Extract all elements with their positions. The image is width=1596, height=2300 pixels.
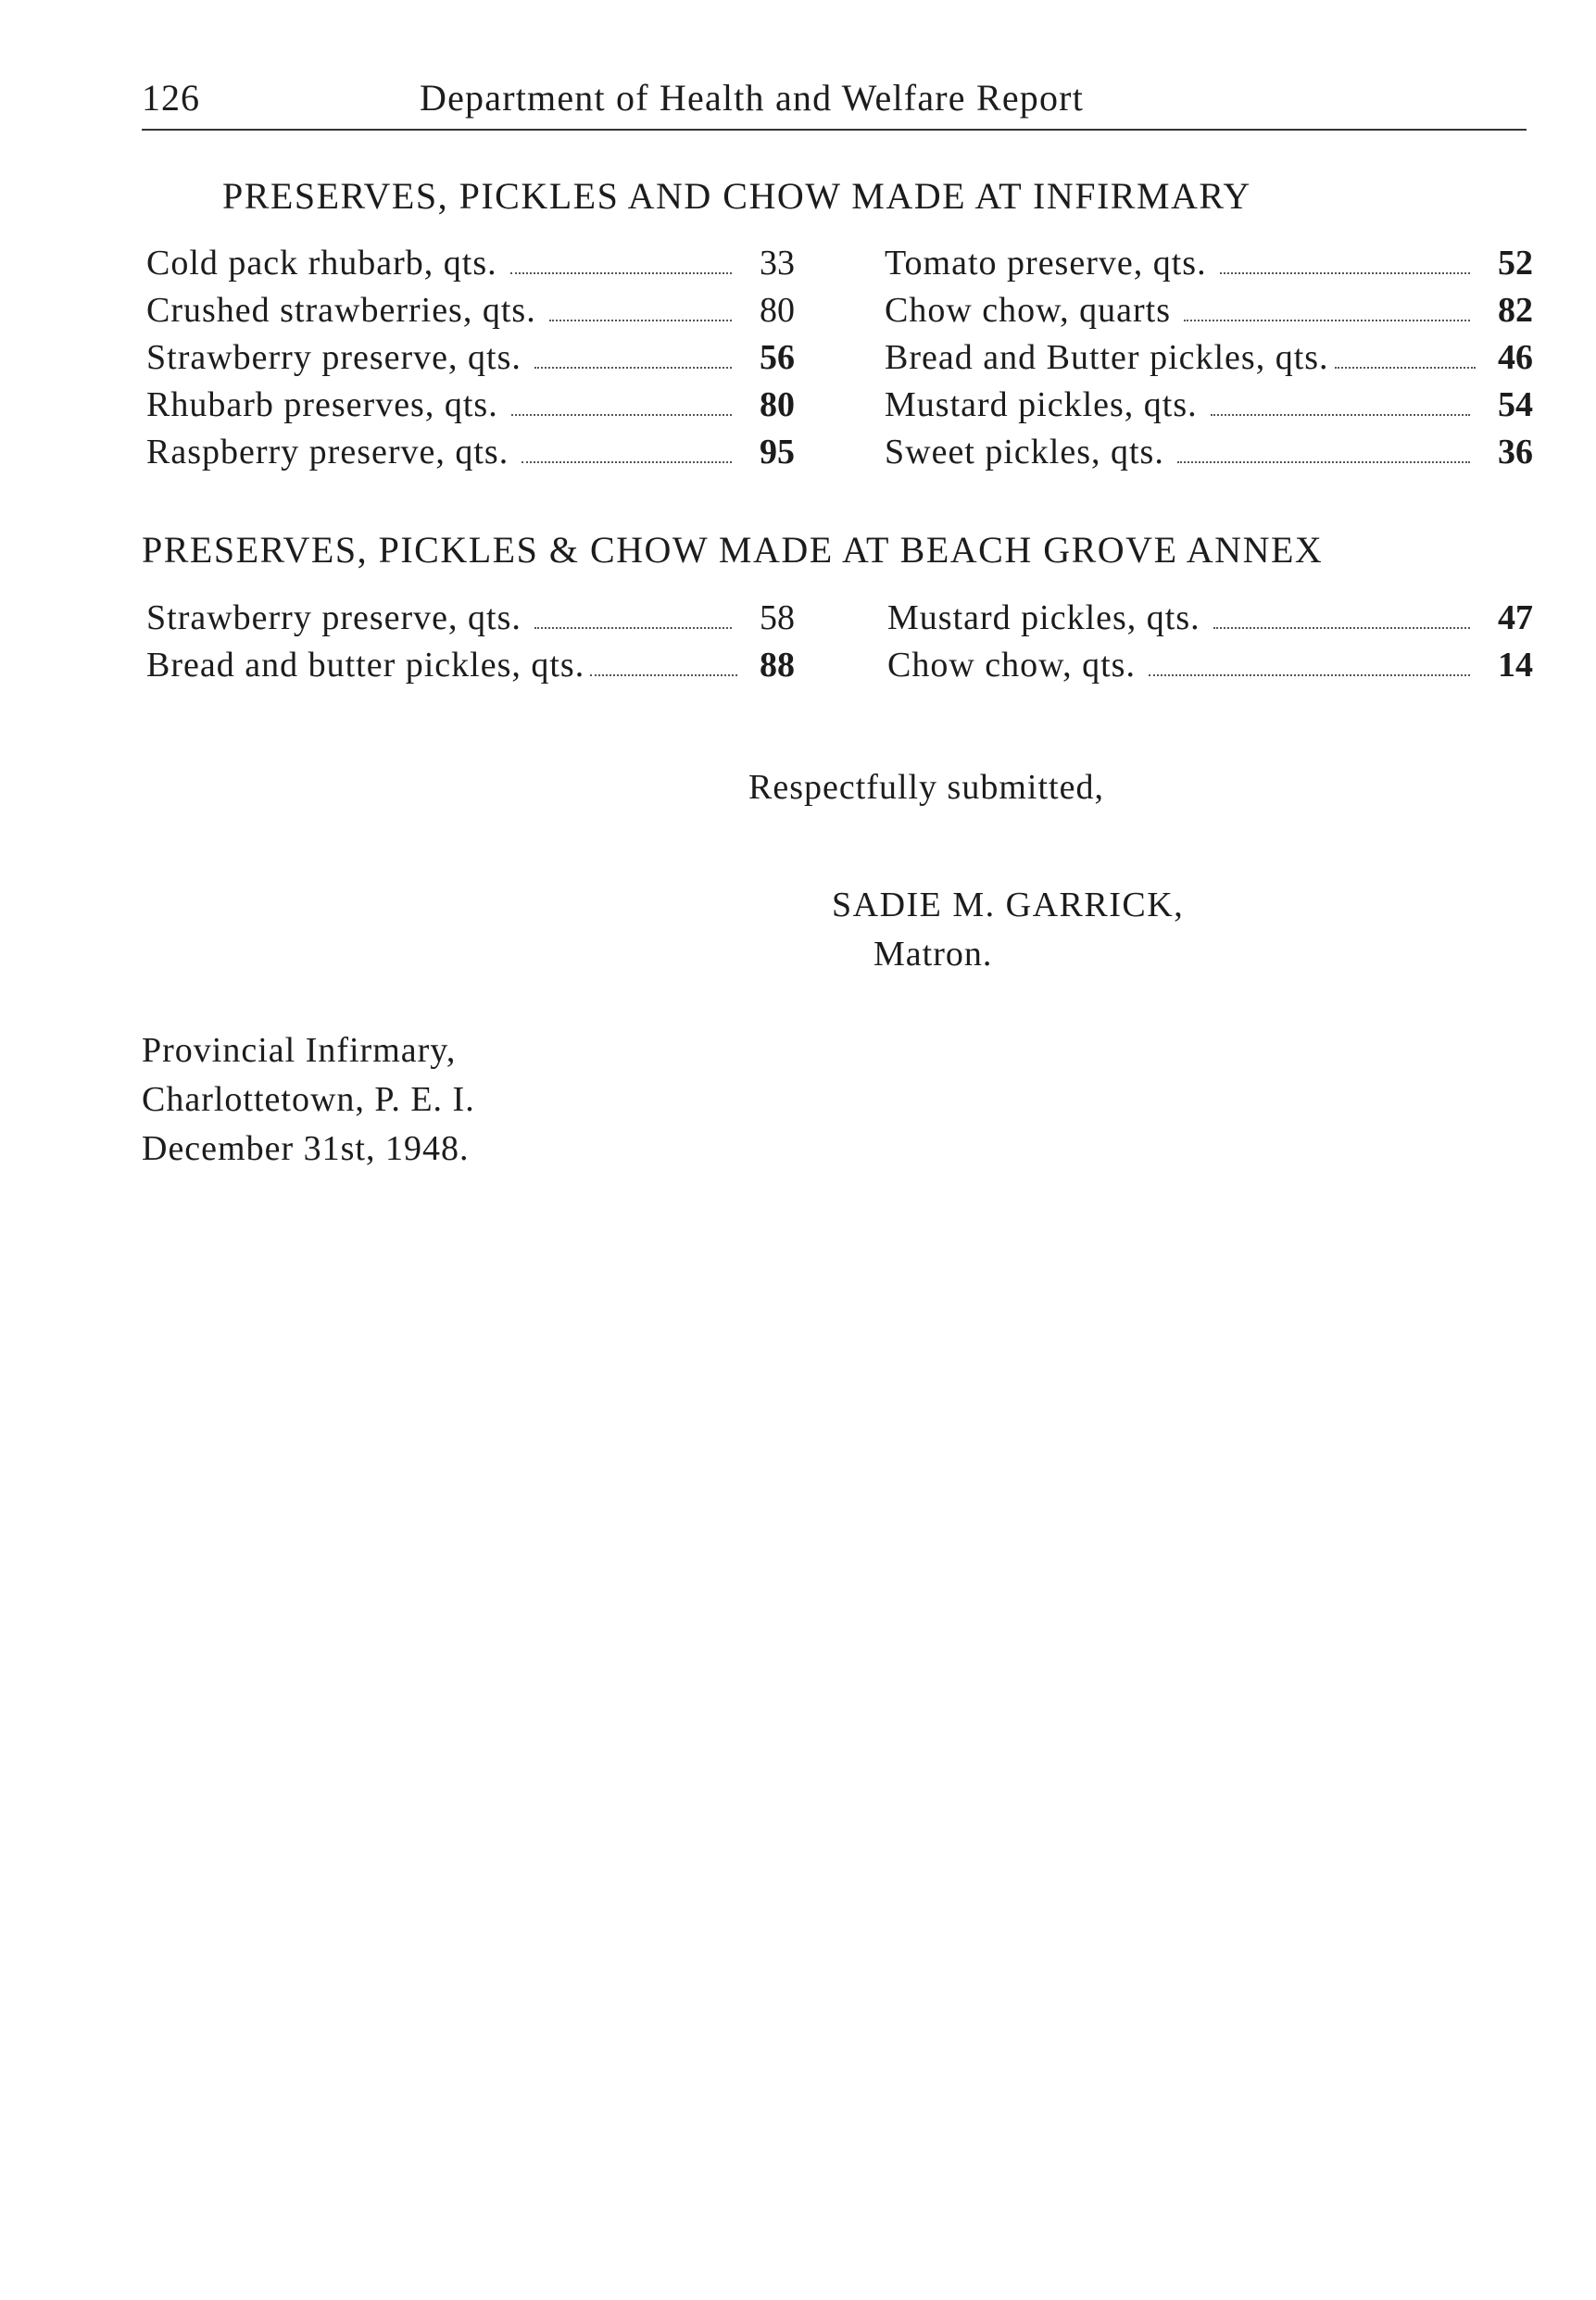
dot-leader — [1177, 461, 1470, 463]
item-label: Bread and butter pickles, qts. — [146, 646, 585, 685]
infirmary-list-right — [885, 243, 1533, 479]
dot-leader — [1211, 414, 1470, 416]
item-quantity: 33 — [760, 244, 795, 283]
dot-leader — [590, 674, 737, 676]
dot-leader — [511, 414, 732, 416]
dot-leader — [1149, 674, 1470, 676]
signer-name: SADIE M. GARRICK, — [832, 886, 1185, 924]
item-quantity: 47 — [1498, 598, 1533, 637]
running-header — [142, 76, 1527, 128]
item-label: Chow chow, qts. — [887, 646, 1136, 685]
list-item — [146, 384, 795, 432]
item-quantity: 54 — [1498, 385, 1533, 424]
dot-leader — [1220, 272, 1470, 274]
list-item — [146, 645, 795, 692]
item-quantity: 14 — [1498, 646, 1533, 685]
dot-leader — [1213, 627, 1470, 629]
list-item — [146, 337, 795, 384]
item-label: Chow chow, quarts — [885, 291, 1171, 330]
dot-leader — [534, 367, 732, 369]
dot-leader — [534, 627, 732, 629]
dot-leader — [1184, 320, 1470, 321]
list-item — [146, 432, 795, 479]
report-title: Department of Health and Welfare Report — [420, 77, 1085, 119]
item-quantity: 80 — [760, 291, 795, 330]
list-item — [146, 243, 795, 290]
item-label: Cold pack rhubarb, qts. — [146, 244, 497, 283]
item-quantity: 36 — [1498, 433, 1533, 471]
list-item — [146, 597, 795, 645]
item-quantity: 46 — [1498, 338, 1533, 377]
page-number: 126 — [142, 77, 200, 119]
address-line-city: Charlottetown, P. E. I. — [142, 1080, 475, 1119]
list-item — [885, 290, 1533, 337]
item-quantity: 80 — [760, 385, 795, 424]
item-quantity: 56 — [760, 338, 795, 377]
list-item — [885, 243, 1533, 290]
item-label: Crushed strawberries, qts. — [146, 291, 536, 330]
item-label: Rhubarb preserves, qts. — [146, 385, 498, 424]
section-title-infirmary: PRESERVES, PICKLES AND CHOW MADE AT INFIRMARY — [222, 175, 1251, 217]
item-label: Strawberry preserve, qts. — [146, 598, 522, 637]
list-item — [887, 645, 1533, 692]
infirmary-list-left — [146, 243, 795, 479]
item-label: Raspberry preserve, qts. — [146, 433, 509, 471]
item-label: Strawberry preserve, qts. — [146, 338, 522, 377]
signer-title: Matron. — [873, 935, 993, 974]
address-line-date: December 31st, 1948. — [142, 1129, 470, 1168]
item-label: Mustard pickles, qts. — [885, 385, 1198, 424]
item-quantity: 95 — [760, 433, 795, 471]
dot-leader — [1335, 367, 1476, 369]
item-label: Mustard pickles, qts. — [887, 598, 1200, 637]
item-label: Sweet pickles, qts. — [885, 433, 1164, 471]
item-label: Bread and Butter pickles, qts. — [885, 338, 1329, 377]
annex-list-left — [146, 597, 795, 692]
list-item — [885, 337, 1533, 384]
item-quantity: 52 — [1498, 244, 1533, 283]
list-item — [885, 432, 1533, 479]
item-quantity: 58 — [760, 598, 795, 637]
address-line-institution: Provincial Infirmary, — [142, 1031, 457, 1070]
dot-leader — [510, 272, 732, 274]
annex-list-right — [887, 597, 1533, 692]
list-item — [887, 597, 1533, 645]
item-label: Tomato preserve, qts. — [885, 244, 1207, 283]
list-item — [885, 384, 1533, 432]
address-block — [142, 1026, 475, 1174]
header-rule — [142, 129, 1527, 131]
section-title-annex: PRESERVES, PICKLES & CHOW MADE AT BEACH GROVE ANNEX — [142, 529, 1324, 571]
dot-leader — [549, 320, 732, 321]
item-quantity: 82 — [1498, 291, 1533, 330]
dot-leader — [522, 461, 732, 463]
closing-line: Respectfully submitted, — [748, 768, 1104, 807]
item-quantity: 88 — [760, 646, 795, 685]
list-item — [146, 290, 795, 337]
